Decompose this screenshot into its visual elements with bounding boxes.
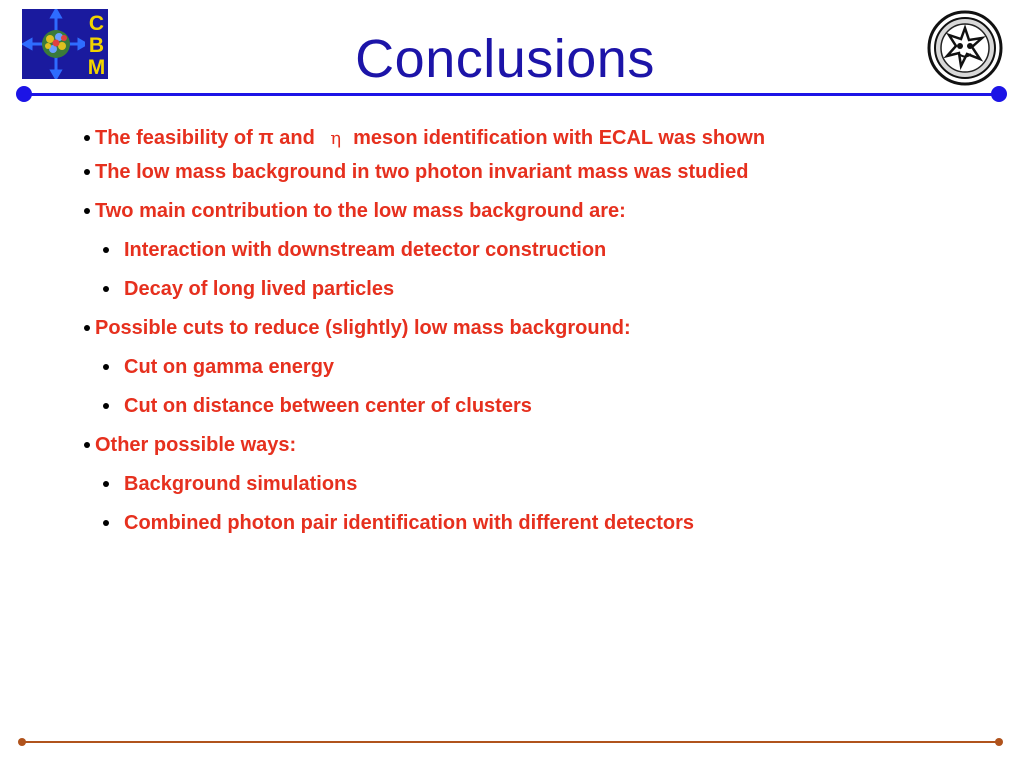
bullet-item xyxy=(84,160,748,184)
bullet-dot-icon xyxy=(84,208,90,214)
bullet-item xyxy=(84,126,765,151)
bullet-text: Two main contribution to the low mass background are: xyxy=(95,200,626,222)
slide-title: Conclusions xyxy=(355,29,655,89)
bullet-dot-icon xyxy=(84,135,90,141)
bullet-text: Combined photon pair identification with different detectors xyxy=(124,512,694,534)
bullet-text: Possible cuts to reduce (slightly) low mass background: xyxy=(95,317,631,339)
cbm-letter-m: M xyxy=(87,56,106,79)
bullet-item xyxy=(84,433,296,457)
sub-bullet-item xyxy=(103,238,606,262)
bullet-dot-icon xyxy=(84,442,90,448)
cbm-letter-c: C xyxy=(88,12,105,35)
bullet-dot-icon xyxy=(103,286,109,292)
bullet-item xyxy=(84,199,626,223)
sub-bullet-item xyxy=(103,355,334,379)
sub-bullet-item xyxy=(103,472,357,496)
bullet-text: Other possible ways: xyxy=(95,434,297,456)
eta-symbol: η xyxy=(330,128,342,149)
cbm-letter-b: B xyxy=(88,34,105,57)
bullet-text: meson identification with ECAL was shown xyxy=(353,127,766,149)
bullet-text: Cut on distance between center of clusters xyxy=(124,395,532,417)
bullet-text: Cut on gamma energy xyxy=(124,356,335,378)
bullet-dot-icon xyxy=(103,520,109,526)
bullet-item xyxy=(84,316,631,340)
bullet-text: Background simulations xyxy=(124,473,358,495)
header-divider xyxy=(16,85,1007,103)
sub-bullet-item xyxy=(103,511,694,535)
bullet-text: The low mass background in two photon invariant mass was studied xyxy=(95,161,749,183)
sub-bullet-item xyxy=(103,277,394,301)
bullet-dot-icon xyxy=(103,364,109,370)
bullet-text: Interaction with downstream detector construction xyxy=(124,239,607,261)
bullet-text: Decay of long lived particles xyxy=(124,278,395,300)
bullet-text: The feasibility of π and xyxy=(95,127,321,149)
bullet-dot-icon xyxy=(84,169,90,175)
institute-seal-icon xyxy=(927,10,1003,86)
sub-bullet-item xyxy=(103,394,532,418)
footer-divider xyxy=(18,737,1003,747)
bullet-dot-icon xyxy=(103,247,109,253)
bullet-dot-icon xyxy=(103,403,109,409)
bullet-dot-icon xyxy=(103,481,109,487)
bullet-dot-icon xyxy=(84,325,90,331)
